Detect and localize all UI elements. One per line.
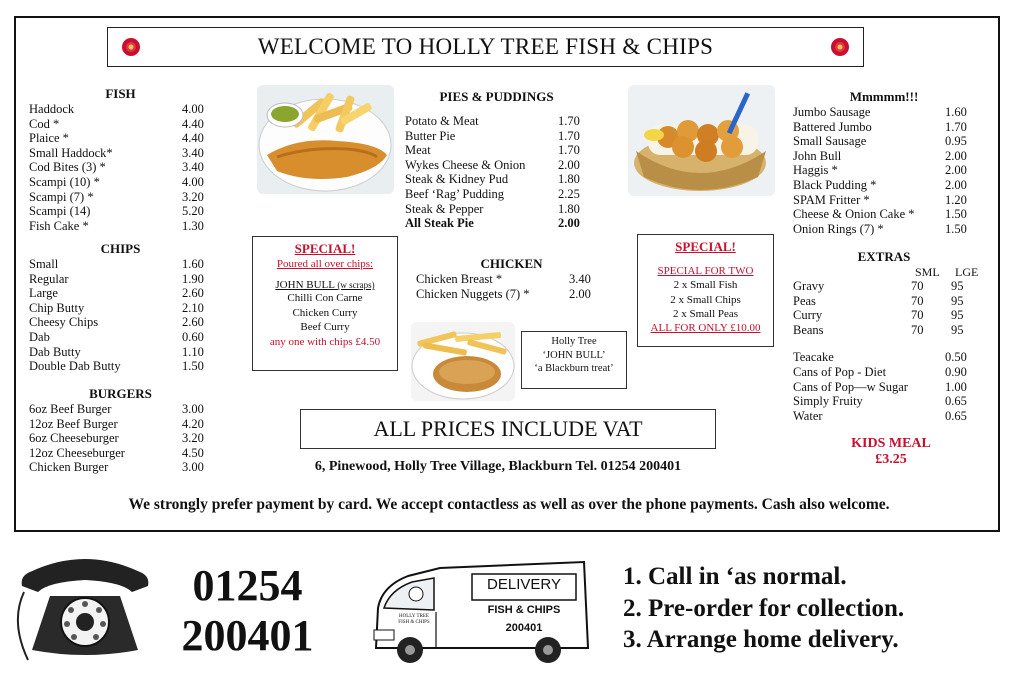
menu-item-name: Regular [29, 271, 69, 286]
van-sign-number: 200401 [505, 622, 543, 634]
menu-item-price: 0.95 [945, 134, 967, 149]
menu-item-name: 6oz Beef Burger [29, 402, 112, 416]
menu-item-name: Haddock [29, 102, 75, 116]
caption-line: Holly Tree [551, 336, 597, 347]
extras-item-lge-price: 95 [951, 293, 964, 308]
menu-item-price: 2.60 [182, 286, 204, 301]
menu-item-price: 0.60 [182, 329, 204, 344]
special1-option: Chilli Con Carne [287, 292, 363, 304]
menu-item-row [29, 301, 212, 316]
special2-items [638, 278, 773, 322]
menu-item-name: Dab Butty [29, 344, 81, 359]
special2-subheading: SPECIAL FOR TWO [657, 265, 754, 277]
special2-heading: SPECIAL! [675, 239, 736, 254]
extras-column-headers [793, 265, 979, 279]
menu-item-row [793, 394, 975, 409]
menu-item-name: Steak & Pepper [405, 201, 484, 216]
extras-item-name: Beans [793, 322, 824, 337]
menu-item-name: Jumbo Sausage [793, 105, 871, 119]
menu-item-price: 2.60 [182, 315, 204, 330]
menu-item-price: 4.00 [182, 174, 204, 189]
special1-subheading: Poured all over chips: [276, 258, 374, 270]
menu-item-price: 1.80 [558, 201, 580, 216]
menu-item-row [793, 134, 975, 149]
extras-item-name: Curry [793, 308, 823, 323]
menu-item-name: Butter Pie [405, 128, 456, 143]
menu-item-name: Chicken Burger [29, 460, 109, 475]
menu-item-row [29, 131, 212, 146]
special1-option: Beef Curry [300, 321, 350, 333]
phone-number [170, 561, 325, 661]
menu-item-name: Chip Butty [29, 300, 85, 315]
menu-item-row [29, 345, 212, 360]
menu-item-name: Steak & Kidney Pud [405, 172, 509, 187]
menu-item-price: 3.40 [182, 145, 204, 160]
menu-item-price: 4.40 [182, 131, 204, 146]
menu-item-price: 1.70 [558, 143, 580, 158]
menu-item-price: 5.20 [182, 204, 204, 219]
menu-item-row [29, 160, 212, 175]
menu-item-row [29, 402, 212, 417]
extras-row [793, 294, 975, 309]
menu-item-name: Small [29, 257, 59, 271]
fish-list [29, 102, 212, 233]
special2-item: 2 x Small Fish [673, 279, 738, 291]
menu-item-price: 4.00 [182, 102, 204, 116]
menu-item-row [793, 380, 975, 395]
rose-icon-right [830, 37, 850, 57]
mmm-list [793, 105, 975, 236]
chicken-section [416, 256, 599, 301]
menu-item-name: Cod Bites (3) * [29, 160, 106, 175]
menu-item-name: Water [793, 408, 823, 423]
menu-item-row [405, 143, 588, 158]
menu-item-price: 0.65 [945, 408, 967, 423]
menu-item-price: 2.00 [945, 177, 967, 192]
menu-item-price: 2.00 [945, 148, 967, 163]
extras-item-sml-price: 70 [911, 293, 924, 308]
menu-item-price: 1.60 [945, 105, 967, 119]
address-line: 6, Pinewood, Holly Tree Village, Blackburn Tel. 01254 200401 [314, 459, 682, 474]
menu-item-name: Small Sausage [793, 134, 867, 149]
ordering-steps [623, 561, 1018, 656]
extras-section [793, 249, 979, 423]
menu-item-price: 2.00 [945, 163, 967, 178]
delivery-van-illustration [372, 556, 592, 668]
extras-item-sml-price: 70 [911, 308, 924, 323]
extras-list [793, 279, 975, 337]
step-item: 3. Arrange home delivery. [623, 626, 899, 653]
menu-item-name: All Steak Pie [405, 216, 474, 231]
menu-item-row [793, 365, 975, 380]
chicken-heading: CHICKEN [480, 256, 543, 271]
van-door-logo: HOLLY TREE FISH & CHIPS [398, 614, 430, 625]
fish-section [29, 86, 212, 233]
phone-line1: 01254 [192, 561, 303, 610]
special1-name: JOHN BULL [275, 279, 335, 291]
extras-item-lge-price: 95 [951, 322, 964, 337]
extras-row [793, 323, 975, 338]
menu-item-row [29, 219, 212, 234]
special1-footer: any one with chips £4.50 [269, 335, 381, 348]
menu-item-row [29, 175, 212, 190]
mmm-heading: Mmmmm!!! [849, 89, 919, 104]
extras-item-lge-price: 95 [951, 308, 964, 323]
menu-item-row [29, 272, 212, 287]
menu-item-price: 2.25 [558, 186, 580, 201]
special1-heading: SPECIAL! [294, 241, 356, 256]
menu-item-price: 4.20 [182, 416, 204, 431]
menu-item-name: Haggis * [793, 163, 838, 178]
menu-item-name: Small Haddock* [29, 145, 113, 160]
burgers-heading: BURGERS [89, 386, 152, 401]
mmm-section [793, 89, 975, 236]
pies-list [405, 114, 588, 231]
menu-item-name: Scampi (10) * [29, 174, 100, 189]
caption-line: ‘a Blackburn treat’ [534, 363, 614, 374]
burgers-list [29, 402, 212, 475]
menu-item-row [29, 315, 212, 330]
chicken-list [416, 272, 599, 301]
menu-item-price: 1.10 [182, 344, 204, 359]
menu-item-row [405, 216, 588, 231]
menu-item-price: 2.10 [182, 300, 204, 315]
menu-item-name: Beef ‘Rag’ Pudding [405, 186, 505, 201]
van-sign-fish-chips: FISH & CHIPS [487, 604, 561, 616]
chips-section [29, 241, 212, 374]
john-bull-caption [521, 331, 627, 389]
extras-item-name: Gravy [793, 279, 825, 293]
menu-item-row [793, 105, 975, 120]
menu-item-price: 1.00 [945, 379, 967, 394]
menu-item-name: Wykes Cheese & Onion [405, 157, 526, 172]
pies-heading: PIES & PUDDINGS [439, 89, 554, 104]
menu-item-row [29, 204, 212, 219]
menu-item-price: 1.90 [182, 271, 204, 286]
special2-item: 2 x Small Chips [670, 293, 741, 306]
caption-line: ‘JOHN BULL’ [542, 349, 606, 361]
extras-row [793, 279, 975, 294]
menu-item-row [793, 193, 975, 208]
chips-list [29, 257, 212, 374]
special1-option: Chicken Curry [292, 306, 358, 319]
menu-item-price: 1.80 [558, 172, 580, 187]
menu-item-row [793, 163, 975, 178]
menu-item-price: 2.00 [558, 216, 580, 231]
menu-item-row [416, 272, 599, 287]
menu-item-row [29, 460, 212, 475]
fish-heading: FISH [105, 86, 136, 101]
menu-item-price: 1.50 [945, 207, 967, 222]
menu-item-row [793, 178, 975, 193]
special1-name-line [253, 279, 397, 291]
special2-footer: ALL FOR ONLY £10.00 [650, 321, 761, 334]
menu-item-price: 0.90 [945, 364, 967, 379]
extras-heading: EXTRAS [857, 249, 911, 264]
menu-item-price: 4.40 [182, 116, 204, 131]
menu-item-row [29, 359, 212, 374]
special-for-two-box [637, 234, 774, 347]
menu-item-row [405, 158, 588, 173]
menu-item-row [793, 409, 975, 424]
menu-item-name: Black Pudding * [793, 177, 877, 192]
menu-item-price: 3.40 [182, 160, 204, 175]
vat-banner: ALL PRICES INCLUDE VAT [300, 409, 716, 449]
rose-icon-left [121, 37, 141, 57]
menu-item-name: Cheesy Chips [29, 315, 99, 330]
menu-item-name: Meat [405, 143, 431, 158]
menu-item-name: 6oz Cheeseburger [29, 431, 119, 446]
burgers-section [29, 386, 212, 475]
kids-meal [825, 436, 957, 468]
menu-item-name: Scampi (14) [29, 204, 91, 219]
special1-name-suffix: (w scraps) [337, 280, 375, 290]
john-bull-photo [411, 322, 515, 401]
menu-item-price: 3.00 [182, 402, 204, 416]
menu-item-price: 1.50 [945, 221, 967, 236]
nuggets-photo [628, 85, 775, 196]
menu-item-name: Plaice * [29, 131, 69, 146]
menu-item-row [29, 146, 212, 161]
page-title: WELCOME TO HOLLY TREE FISH & CHIPS [257, 34, 714, 59]
fish-chips-photo [257, 85, 394, 194]
menu-item-row [793, 120, 975, 135]
menu-item-row [405, 172, 588, 187]
payment-notice: We strongly prefer payment by card. We accept contactless as well as over the phone payments. Cash also welcome. [128, 496, 890, 513]
step-item: 1. Call in ‘as normal. [623, 563, 847, 590]
menu-item-row [405, 129, 588, 144]
menu-item-name: Simply Fruity [793, 394, 863, 409]
menu-item-price: 3.20 [182, 431, 204, 446]
menu-item-name: Battered Jumbo [793, 119, 872, 134]
telephone-icon [10, 552, 160, 668]
menu-item-row [793, 350, 975, 365]
menu-item-name: Dab [29, 329, 50, 344]
step-item: 2. Pre-order for collection. [623, 594, 905, 622]
menu-item-name: Potato & Meat [405, 114, 479, 128]
menu-item-name: Cans of Pop—w Sugar [793, 379, 908, 394]
menu-item-price: 0.50 [945, 350, 967, 365]
van-sign-delivery: DELIVERY [487, 576, 561, 593]
menu-item-price: 1.30 [182, 218, 204, 233]
menu-item-row [793, 149, 975, 164]
special-john-bull-box [252, 236, 398, 371]
menu-item-row [29, 102, 212, 117]
menu-item-name: John Bull [793, 148, 842, 163]
menu-item-row [29, 190, 212, 205]
menu-item-row [416, 287, 599, 302]
extras-item-sml-price: 70 [911, 322, 924, 337]
menu-item-price: 1.20 [945, 192, 967, 207]
kids-meal-price: £3.25 [875, 452, 907, 467]
menu-item-price: 2.00 [558, 157, 580, 172]
menu-item-price: 2.00 [569, 286, 591, 301]
menu-item-name: 12oz Cheeseburger [29, 445, 125, 460]
extras-item-lge-price: 95 [951, 279, 964, 293]
menu-item-price: 0.65 [945, 394, 967, 409]
menu-item-row [29, 257, 212, 272]
menu-item-price: 1.60 [182, 257, 204, 271]
menu-item-name: Cod * [29, 116, 60, 131]
menu-item-row [405, 114, 588, 129]
menu-item-price: 3.00 [182, 460, 204, 475]
menu-item-price: 1.70 [558, 114, 580, 128]
menu-item-name: SPAM Fritter * [793, 192, 870, 207]
extras-col-sml: SML [915, 265, 940, 279]
extras-more-list [793, 350, 975, 423]
menu-item-row [793, 207, 975, 222]
special2-item: 2 x Small Peas [672, 308, 739, 320]
menu-item-price: 1.70 [945, 119, 967, 134]
menu-item-name: 12oz Beef Burger [29, 416, 118, 431]
menu-item-price: 1.50 [182, 359, 204, 374]
menu-item-name: Chicken Nuggets (7) * [416, 286, 530, 301]
menu-item-price: 1.70 [558, 128, 580, 143]
menu-item-name: Scampi (7) * [29, 189, 94, 204]
menu-item-row [29, 446, 212, 461]
title-banner [107, 27, 864, 67]
menu-item-price: 4.50 [182, 445, 204, 460]
menu-item-row [29, 431, 212, 446]
menu-item-row [29, 286, 212, 301]
extras-item-name: Peas [793, 293, 816, 308]
extras-col-lge: LGE [955, 265, 979, 279]
chips-heading: CHIPS [100, 241, 141, 256]
menu-item-row [405, 202, 588, 217]
menu-item-price: 3.40 [569, 272, 591, 286]
menu-item-row [405, 187, 588, 202]
phone-line2: 200401 [181, 611, 314, 660]
menu-item-name: Large [29, 286, 58, 301]
special1-options [253, 291, 397, 335]
menu-item-row [29, 417, 212, 432]
menu-item-name: Double Dab Butty [29, 359, 121, 374]
pies-section [405, 89, 588, 231]
menu-item-row [793, 222, 975, 237]
menu-item-name: Teacake [793, 350, 834, 365]
menu-item-name: Fish Cake * [29, 218, 89, 233]
menu-item-row [29, 117, 212, 132]
kids-meal-label: KIDS MEAL [851, 436, 931, 451]
menu-item-name: Onion Rings (7) * [793, 221, 884, 236]
menu-item-price: 3.20 [182, 189, 204, 204]
menu-item-name: Cheese & Onion Cake * [793, 207, 915, 222]
menu-item-row [29, 330, 212, 345]
extras-item-sml-price: 70 [911, 279, 924, 293]
menu-item-name: Chicken Breast * [416, 272, 503, 286]
menu-item-name: Cans of Pop - Diet [793, 364, 887, 379]
extras-row [793, 308, 975, 323]
